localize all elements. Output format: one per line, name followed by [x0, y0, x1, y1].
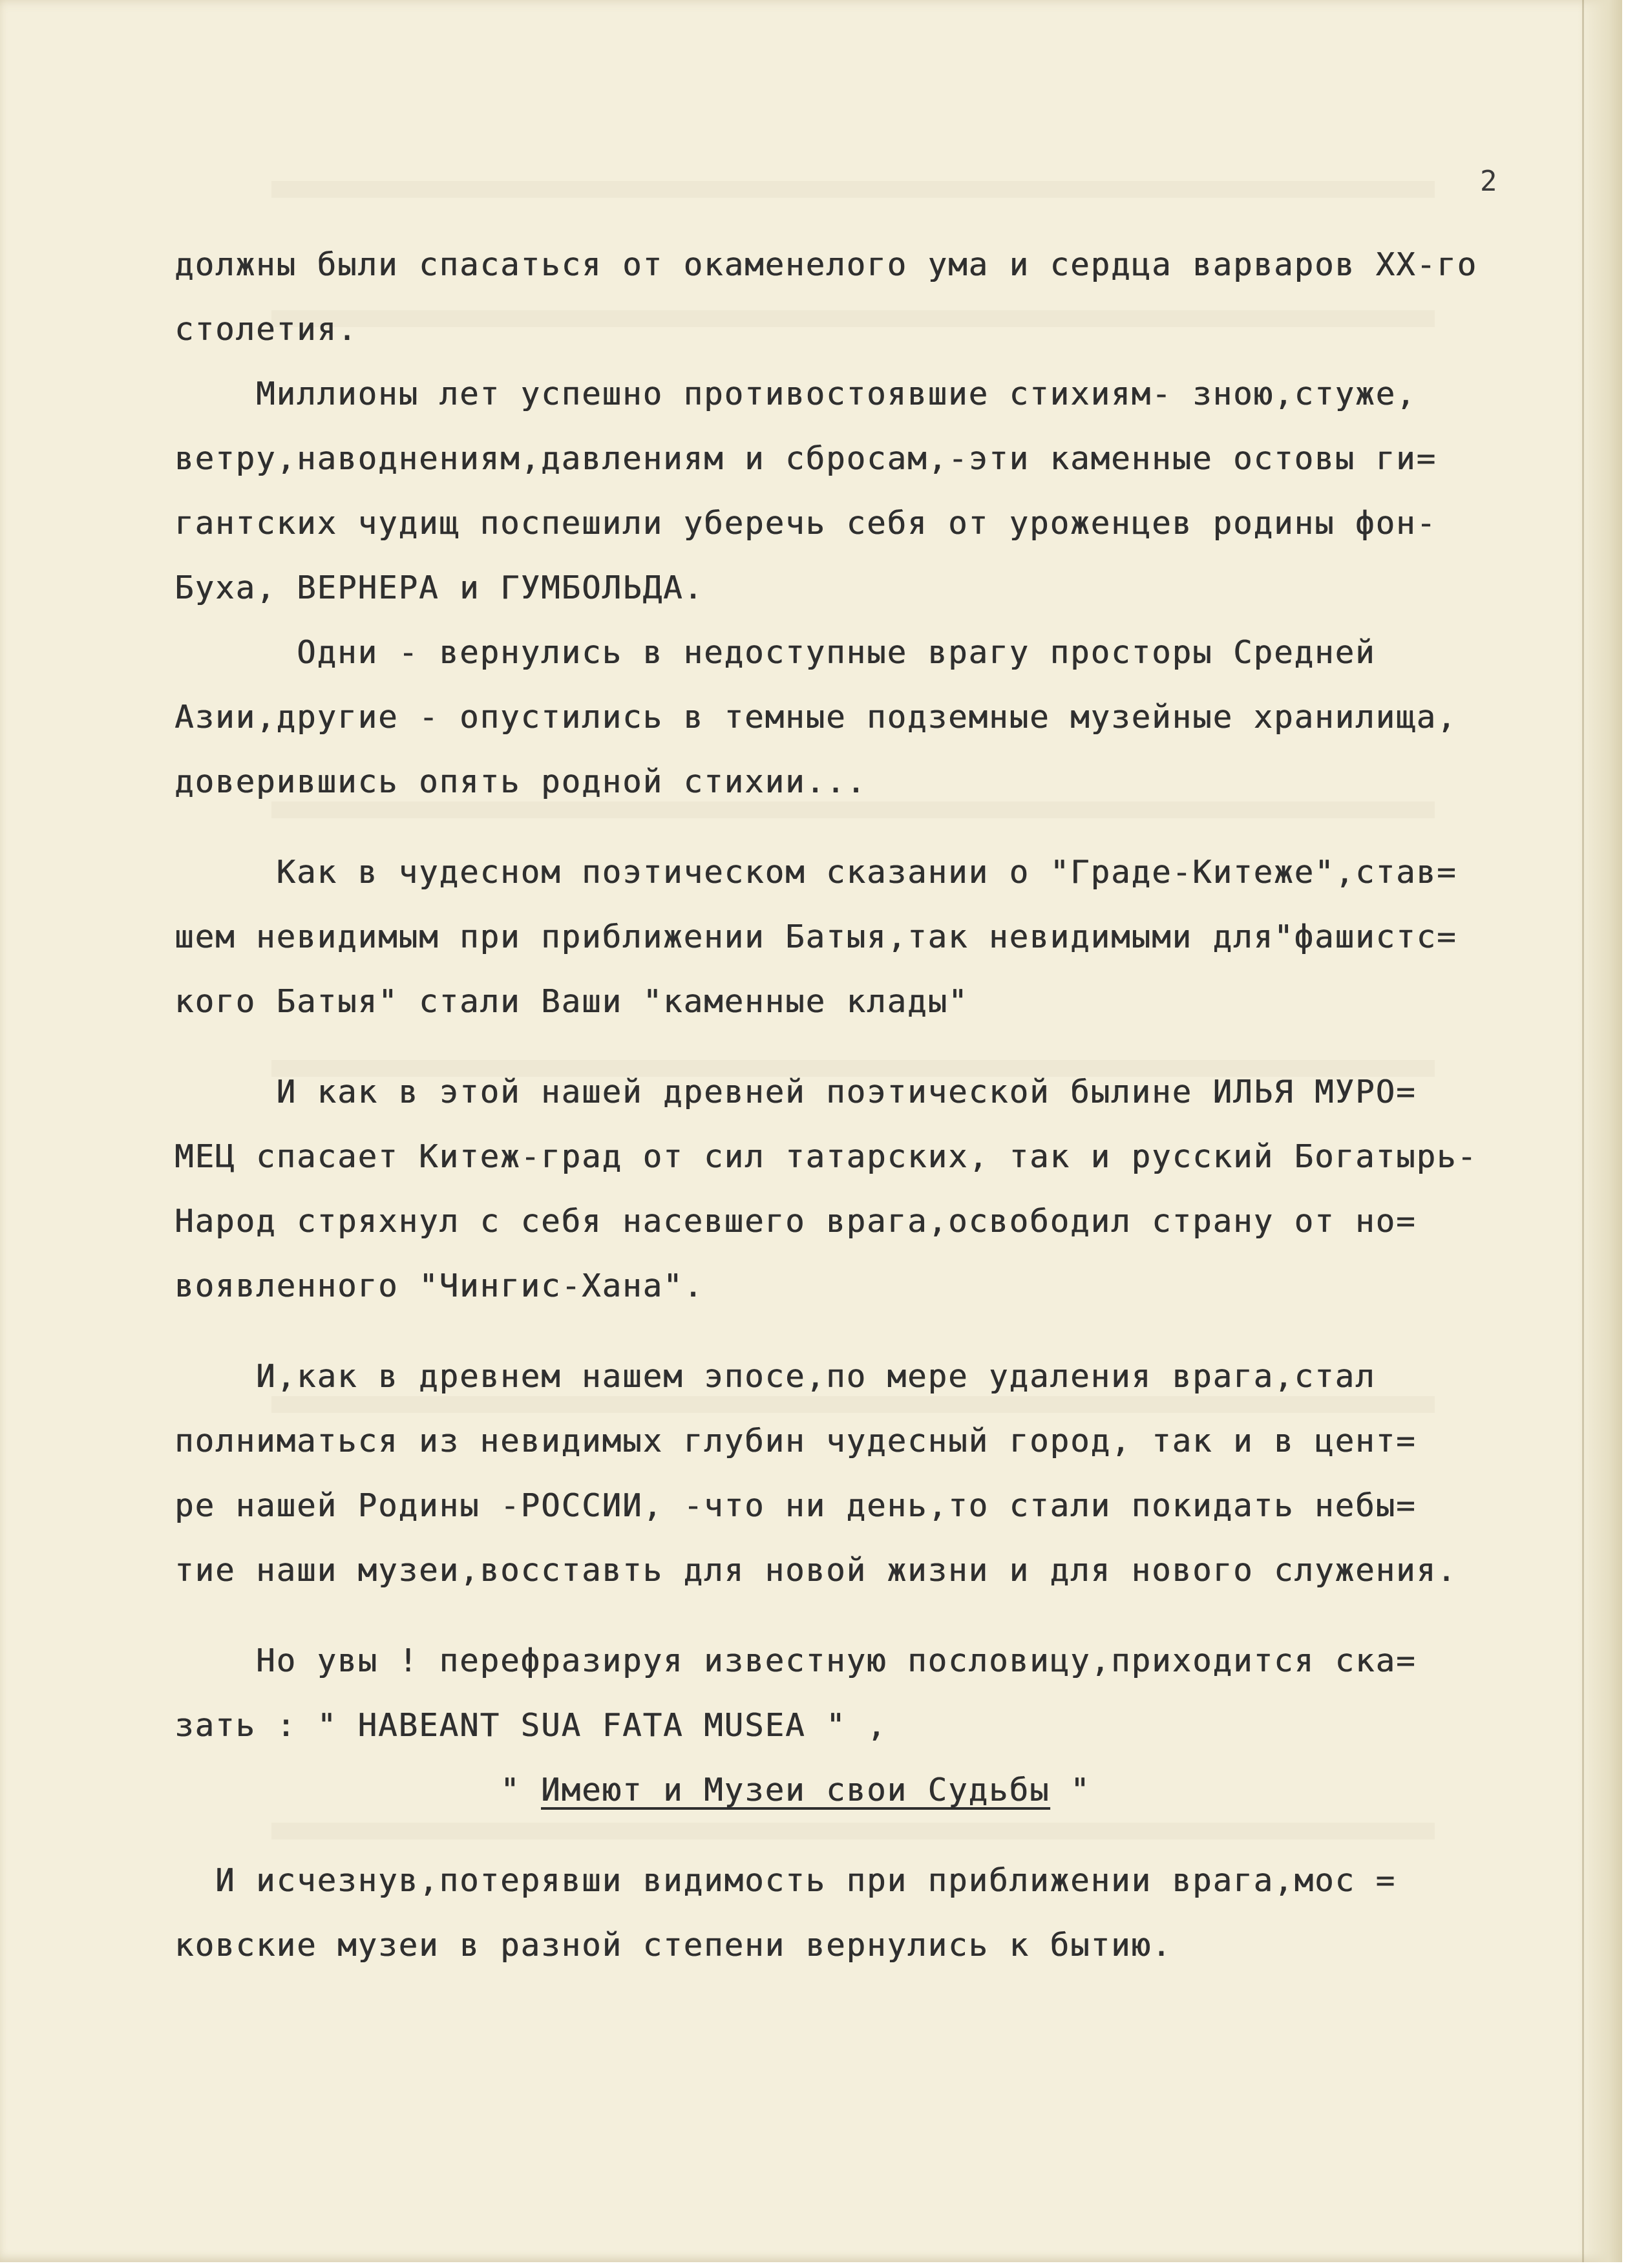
quote-line: [174, 1758, 1577, 1823]
paragraph-gap: [174, 1823, 1577, 1849]
paragraph-gap: [174, 1034, 1577, 1060]
paragraph-gap: [174, 1319, 1577, 1344]
paragraph: [174, 362, 1577, 620]
quote-close: ": [1050, 1772, 1091, 1808]
text-line: Как в чудесном поэтическом сказании о "Граде-Китеже",став=: [174, 854, 1457, 891]
text-line: зать : " HABEANT SUA FATA MUSEA " ,: [174, 1707, 887, 1744]
text-line: столетия.: [174, 311, 358, 348]
document-body: [174, 233, 1577, 1978]
text-line: Но увы ! перефразируя известную пословицу,приходится ска=: [174, 1642, 1417, 1679]
paragraph: [174, 620, 1577, 814]
text-line: доверившись опять родной стихии...: [174, 763, 867, 800]
text-line: Миллионы лет успешно противостоявшие стихиям- зною,стуже,: [174, 376, 1417, 412]
text-line: ветру,наводнениям,давлениям и сбросам,-эти каменные остовы ги=: [174, 440, 1437, 477]
text-line: ковские музеи в разной степени вернулись к бытию.: [174, 1927, 1172, 1964]
text-line: ре нашей Родины -РОССИИ, -что ни день,то стали покидать небы=: [174, 1487, 1417, 1524]
text-line: Буха, ВЕРНЕРА и ГУМБОЛЬДА.: [174, 569, 704, 606]
text-line: И исчезнув,потерявши видимость при приближении врага,мос =: [174, 1862, 1397, 1899]
text-line: полниматься из невидимых глубин чудесный город, так и в цент=: [174, 1423, 1417, 1459]
text-line: воявленного "Чингис-Хана".: [174, 1267, 704, 1304]
text-line: Азии,другие - опустились в темные подземные музейные хранилища,: [174, 699, 1457, 736]
paragraph: [174, 233, 1577, 362]
fold-line: [1582, 0, 1584, 2262]
text-line: тие наши музеи,восставть для новой жизни и для нового служения.: [174, 1552, 1457, 1589]
text-line: должны были спасаться от окаменелого ума и сердца варваров ХХ-го: [174, 246, 1478, 283]
paragraph-gap: [174, 814, 1577, 840]
text-line: И,как в древнем нашем эпосе,по мере удаления врага,стал: [174, 1358, 1376, 1395]
paragraph: [174, 840, 1577, 1034]
show-through-text: [271, 181, 1435, 198]
text-line: Одни - вернулись в недоступные врагу просторы Средней: [174, 634, 1376, 671]
paragraph: [174, 1060, 1577, 1319]
text-line: гантских чудищ поспешили уберечь себя от уроженцев родины фон-: [174, 505, 1437, 542]
paragraph: [174, 1629, 1577, 1823]
paragraph-gap: [174, 1603, 1577, 1629]
page-number: 2: [1480, 165, 1497, 198]
paragraph: [174, 1849, 1577, 1978]
paragraph: [174, 1344, 1577, 1603]
quote-open: ": [174, 1772, 542, 1808]
underlined-quote: Имеют и Музеи свои Судьбы: [541, 1772, 1050, 1808]
text-line: шем невидимым при приближении Батыя,так невидимыми для"фашистс=: [174, 918, 1457, 955]
text-line: кого Батыя" стали Ваши "каменные клады": [174, 983, 969, 1020]
text-line: МЕЦ спасает Китеж-град от сил татарских, так и русский Богатырь-: [174, 1138, 1478, 1175]
text-line: И как в этой нашей древней поэтической былине ИЛЬЯ МУРО=: [174, 1074, 1417, 1110]
text-line: Народ стряхнул с себя насевшего врага,освободил страну от но=: [174, 1203, 1417, 1240]
